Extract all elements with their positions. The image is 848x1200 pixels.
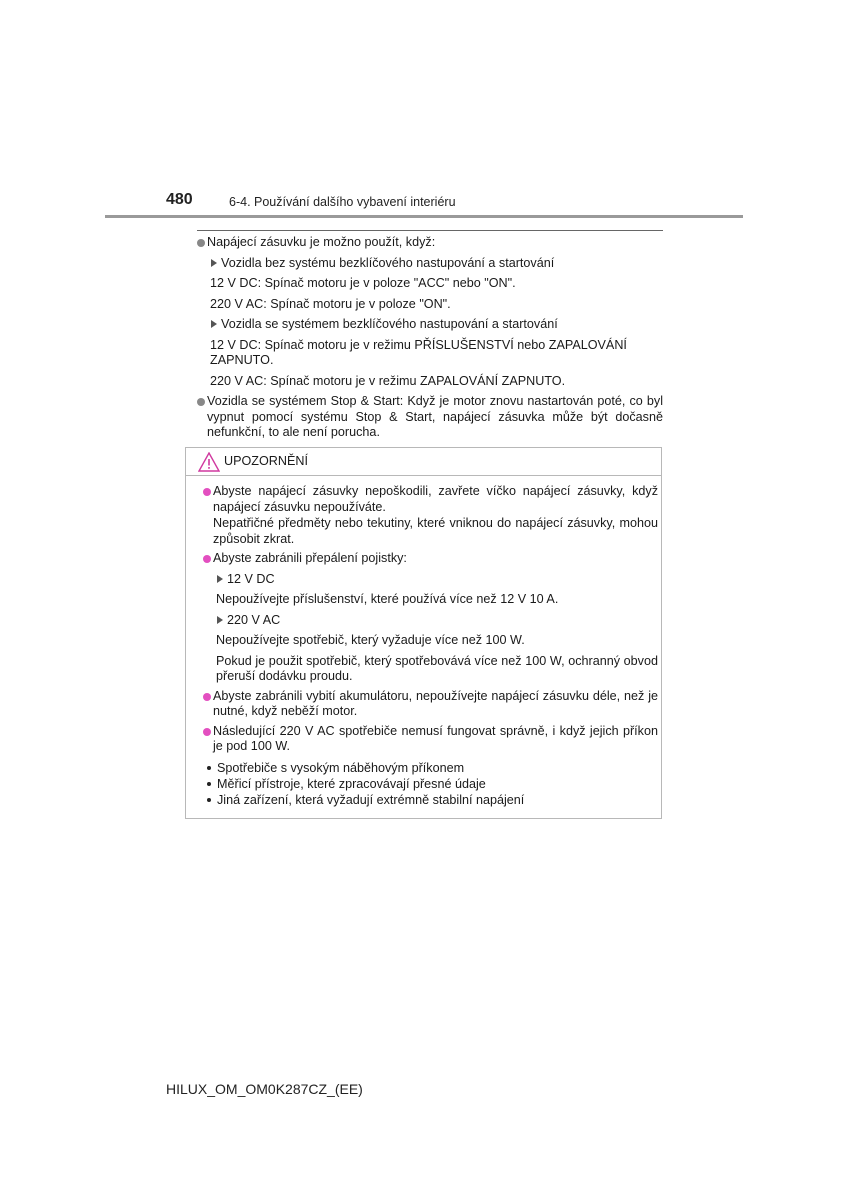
pink-bullet-icon <box>203 488 211 496</box>
caution-box <box>185 447 662 819</box>
subheading-no-smart-key: Vozidla bez systému bezklíčového nastupování a startování <box>197 256 663 272</box>
usage-intro-text: Napájecí zásuvku je možno použít, když: <box>207 235 436 249</box>
warning-triangle-icon <box>198 452 220 477</box>
stop-start-text: Vozidla se systémem Stop & Start: Když je motor znovu nastartován poté, co byl vypnut pomocí systému Stop & Start, napájecí zásuvka může být dočasně nefunkční, to ale není porucha. <box>207 394 663 439</box>
usage-intro-item <box>197 235 663 251</box>
no-smart-key-ac: 220 V AC: Spínač motoru je v poloze "ON". <box>210 296 451 311</box>
caution-title: UPOZORNĚNÍ <box>224 454 308 468</box>
stop-start-item <box>197 394 663 441</box>
page-number: 480 <box>166 191 193 208</box>
ac-subheading: 220 V AC <box>203 613 658 629</box>
triangle-arrow-icon <box>217 575 223 583</box>
triangle-arrow-icon <box>217 616 223 624</box>
smart-key-ac: 220 V AC: Spínač motoru je v režimu ZAPALOVÁNÍ ZAPNUTO. <box>210 373 566 388</box>
dot-icon <box>207 766 211 770</box>
dc-text: Nepoužívejte příslušenství, které používá více než 12 V 10 A. <box>216 592 559 606</box>
pink-bullet-icon <box>203 555 211 563</box>
ac-text-2: Pokud je použit spotřebič, který spotřebovává více než 100 W, ochranný obvod přeruší dodávku proudu. <box>216 653 658 683</box>
triangle-arrow-icon <box>211 320 217 328</box>
list-item: Jiná zařízení, která vyžadují extrémně stabilní napájení <box>203 792 658 808</box>
caution-item-cover: Abyste napájecí zásuvky nepoškodili, zavřete víčko napájecí zásuvky, když napájecí zásuvku nepoužíváte. Nepatřičné předměty nebo tekutiny, které vniknou do napájecí zásuvky, mohou způsobit zkrat. <box>203 484 658 547</box>
subheading-smart-key: Vozidla se systémem bezklíčového nastupování a startování <box>197 317 663 333</box>
dot-icon <box>207 798 211 802</box>
caution-item-fuse: Abyste zabránili přepálení pojistky: <box>203 551 658 567</box>
appliance-list <box>203 760 658 809</box>
caution-header <box>186 448 661 476</box>
pink-bullet-icon <box>203 693 211 701</box>
pink-bullet-icon <box>203 728 211 736</box>
caution-item-battery: Abyste zabránili vybití akumulátoru, nepoužívejte napájecí zásuvku déle, než je nutné, když neběží motor. <box>203 689 658 720</box>
header-rule <box>105 215 743 218</box>
no-smart-key-dc: 12 V DC: Spínač motoru je v poloze "ACC" nebo "ON". <box>210 276 516 290</box>
triangle-arrow-icon <box>211 259 217 267</box>
gray-bullet-icon <box>197 239 205 247</box>
dc-subheading: 12 V DC <box>203 572 658 588</box>
gray-bullet-icon <box>197 398 205 406</box>
list-item: Spotřebiče s vysokým náběhovým příkonem <box>203 760 658 776</box>
footer-code: HILUX_OM_OM0K287CZ_(EE) <box>166 1081 363 1097</box>
smart-key-dc: 12 V DC: Spínač motoru je v režimu PŘÍSLUŠENSTVÍ nebo ZAPALOVÁNÍ ZAPNUTO. <box>210 337 627 367</box>
caution-item-appliances: Následující 220 V AC spotřebiče nemusí fungovat správně, i když jejich příkon je pod 100 W. <box>203 724 658 755</box>
usage-section <box>197 230 663 441</box>
section-title: 6-4. Používání dalšího vybavení interiéru <box>229 195 456 209</box>
caution-body <box>203 484 658 808</box>
dot-icon <box>207 782 211 786</box>
ac-text-1: Nepoužívejte spotřebič, který vyžaduje více než 100 W. <box>216 633 525 647</box>
list-item: Měřicí přístroje, které zpracovávají přesné údaje <box>203 776 658 792</box>
